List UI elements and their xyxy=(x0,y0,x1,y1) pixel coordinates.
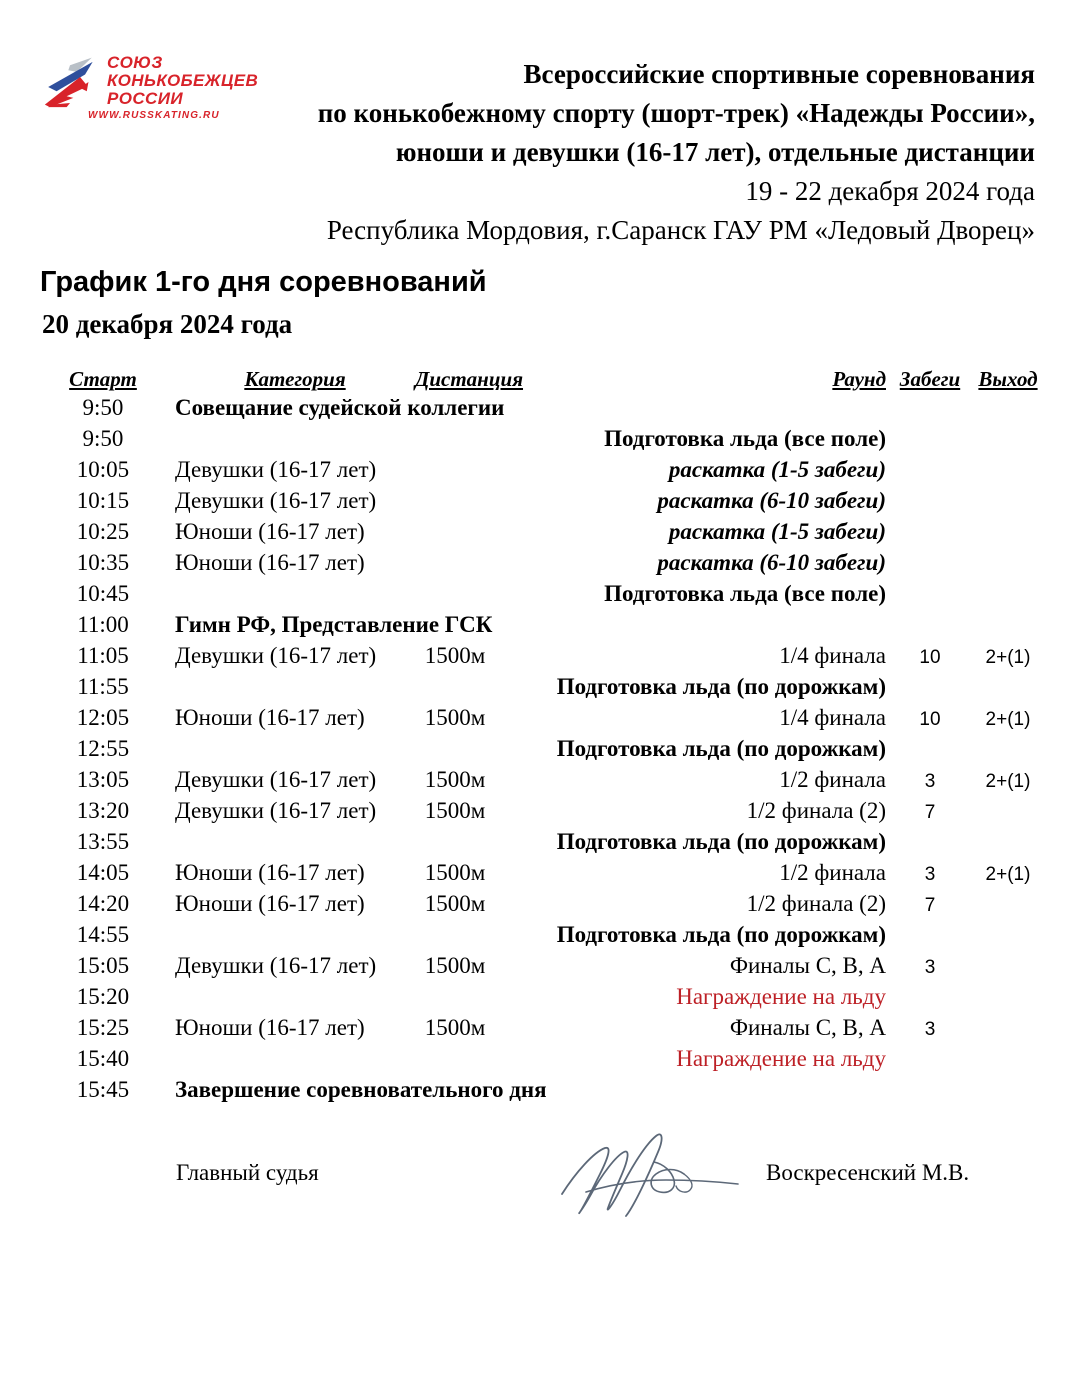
start-time-cell: 11:05 xyxy=(77,643,129,668)
round-cell: раскатка (6-10 забеги) xyxy=(657,488,886,513)
distance-cell: 1500м xyxy=(424,860,486,885)
schedule-row xyxy=(0,423,1080,454)
round-cell: Подготовка льда (все поле) xyxy=(604,581,886,606)
heats-cell: 10 xyxy=(919,709,941,730)
round-cell: раскатка (1-5 забеги) xyxy=(668,457,886,482)
category-cell: Юноши (16-17 лет) xyxy=(175,891,365,916)
schedule-row xyxy=(0,919,1080,950)
start-time-cell: 11:55 xyxy=(77,674,129,699)
round-cell: 1/2 финала xyxy=(779,767,886,792)
start-time-cell: 10:45 xyxy=(76,581,130,606)
skater-logo-icon xyxy=(43,56,97,108)
round-cell: Финалы С, В, А xyxy=(729,953,886,978)
heats-cell: 10 xyxy=(919,647,941,668)
header-start: Старт xyxy=(69,367,137,391)
start-time-cell: 15:40 xyxy=(76,1046,130,1071)
schedule-row xyxy=(0,764,1080,795)
schedule-row xyxy=(0,1043,1080,1074)
category-cell: Девушки (16-17 лет) xyxy=(175,643,377,668)
start-time-cell: 13:05 xyxy=(76,767,130,792)
distance-cell: 1500м xyxy=(424,953,486,978)
start-time-cell: 10:25 xyxy=(76,519,130,544)
logo-website: WWW.RUSSKATING.RU xyxy=(88,110,220,121)
start-time-cell: 9:50 xyxy=(82,395,124,420)
start-time-cell: 13:55 xyxy=(76,829,130,854)
round-cell: 1/2 финала (2) xyxy=(746,798,886,823)
category-cell: Гимн РФ, Представление ГСК xyxy=(175,612,493,637)
schedule-row xyxy=(0,888,1080,919)
round-cell: Награждение на льду xyxy=(676,1046,886,1071)
header-round: Раунд xyxy=(832,367,886,391)
start-time-cell: 15:20 xyxy=(76,984,130,1009)
round-cell: Награждение на льду xyxy=(676,984,886,1009)
heats-cell: 3 xyxy=(924,1019,936,1040)
schedule-row xyxy=(0,1012,1080,1043)
header-heats: Забеги xyxy=(899,367,961,391)
start-time-cell: 12:05 xyxy=(76,705,130,730)
round-cell: Подготовка льда (по дорожкам) xyxy=(556,922,886,947)
logo-wordmark xyxy=(107,54,258,108)
schedule-row xyxy=(0,702,1080,733)
title-dates: 19 - 22 декабря 2024 года xyxy=(745,176,1035,206)
round-cell: Подготовка льда (по дорожкам) xyxy=(556,674,886,699)
schedule-table xyxy=(0,362,1080,1105)
start-time-cell: 12:55 xyxy=(76,736,130,761)
header-category: Категория xyxy=(244,367,346,391)
exit-cell: 2+(1) xyxy=(985,864,1031,885)
header-distance: Дистанция xyxy=(415,367,524,391)
start-time-cell: 10:05 xyxy=(76,457,130,482)
schedule-row xyxy=(0,516,1080,547)
category-cell: Девушки (16-17 лет) xyxy=(175,798,377,823)
title-line-1: Всероссийские спортивные соревнования xyxy=(523,59,1035,89)
schedule-header-row xyxy=(0,362,1080,392)
start-time-cell: 11:00 xyxy=(77,612,129,637)
signature-handwriting xyxy=(542,1122,757,1222)
heats-cell: 3 xyxy=(924,864,936,885)
round-cell: 1/4 финала xyxy=(779,643,886,668)
chief-referee-label: Главный судья xyxy=(176,1160,319,1185)
round-cell: 1/2 финала (2) xyxy=(746,891,886,916)
distance-cell: 1500м xyxy=(424,891,486,916)
start-time-cell: 10:15 xyxy=(76,488,130,513)
round-cell: 1/4 финала xyxy=(779,705,886,730)
round-cell: раскатка (6-10 забеги) xyxy=(657,550,886,575)
schedule-row xyxy=(0,485,1080,516)
distance-cell: 1500м xyxy=(424,798,486,823)
category-cell: Юноши (16-17 лет) xyxy=(175,860,365,885)
round-cell: Подготовка льда (все поле) xyxy=(604,426,886,451)
exit-cell: 2+(1) xyxy=(985,771,1031,792)
distance-cell: 1500м xyxy=(424,1015,486,1040)
distance-cell: 1500м xyxy=(424,643,486,668)
schedule-row xyxy=(0,547,1080,578)
distance-cell: 1500м xyxy=(424,705,486,730)
title-line-2: по конькобежному спорту (шорт-трек) «Надежды России», xyxy=(317,98,1035,128)
schedule-row xyxy=(0,795,1080,826)
schedule-row xyxy=(0,1074,1080,1105)
day-date: 20 декабря 2024 года xyxy=(42,309,293,339)
start-time-cell: 15:25 xyxy=(76,1015,130,1040)
russkating-logo xyxy=(43,52,303,132)
title-line-3: юноши и девушки (16-17 лет), отдельные дистанции xyxy=(395,137,1035,167)
round-cell: 1/2 финала xyxy=(779,860,886,885)
start-time-cell: 15:05 xyxy=(76,953,130,978)
logo-word-soyuz: СОЮЗ xyxy=(107,53,163,72)
category-cell: Девушки (16-17 лет) xyxy=(175,953,377,978)
category-cell: Юноши (16-17 лет) xyxy=(175,519,365,544)
day-schedule-heading: График 1-го дня соревнований xyxy=(40,266,487,298)
schedule-row xyxy=(0,640,1080,671)
exit-cell: 2+(1) xyxy=(985,647,1031,668)
header-exit: Выход xyxy=(978,367,1038,391)
category-cell: Совещание судейской коллегии xyxy=(175,395,505,420)
category-cell: Юноши (16-17 лет) xyxy=(175,1015,365,1040)
schedule-row xyxy=(0,826,1080,857)
category-cell: Юноши (16-17 лет) xyxy=(175,705,365,730)
schedule-row xyxy=(0,950,1080,981)
category-cell: Девушки (16-17 лет) xyxy=(175,767,377,792)
category-cell: Девушки (16-17 лет) xyxy=(175,488,377,513)
schedule-row xyxy=(0,857,1080,888)
signature-block xyxy=(0,1122,1080,1242)
schedule-row xyxy=(0,609,1080,640)
logo-word-rossii: РОССИИ xyxy=(107,89,183,108)
start-time-cell: 9:50 xyxy=(82,426,124,451)
schedule-row xyxy=(0,671,1080,702)
category-cell: Юноши (16-17 лет) xyxy=(175,550,365,575)
heats-cell: 3 xyxy=(924,957,936,978)
start-time-cell: 10:35 xyxy=(76,550,130,575)
start-time-cell: 14:55 xyxy=(76,922,130,947)
round-cell: Финалы С, В, А xyxy=(729,1015,886,1040)
schedule-row xyxy=(0,733,1080,764)
schedule-row xyxy=(0,981,1080,1012)
heats-cell: 7 xyxy=(924,802,936,823)
exit-cell: 2+(1) xyxy=(985,709,1031,730)
distance-cell: 1500м xyxy=(424,767,486,792)
start-time-cell: 14:05 xyxy=(76,860,130,885)
schedule-row xyxy=(0,578,1080,609)
start-time-cell: 13:20 xyxy=(76,798,130,823)
schedule-rows xyxy=(0,392,1080,1105)
heats-cell: 7 xyxy=(924,895,936,916)
schedule-row xyxy=(0,392,1080,423)
schedule-row xyxy=(0,454,1080,485)
round-cell: Подготовка льда (по дорожкам) xyxy=(556,829,886,854)
logo-word-konkobezhtsev: КОНЬКОБЕЖЦЕВ xyxy=(107,71,259,90)
round-cell: раскатка (1-5 забеги) xyxy=(668,519,886,544)
title-venue: Республика Мордовия, г.Саранск ГАУ РМ «Ледовый Дворец» xyxy=(326,215,1035,245)
start-time-cell: 14:20 xyxy=(76,891,130,916)
heats-cell: 3 xyxy=(924,771,936,792)
competition-title xyxy=(275,55,1035,250)
category-cell: Девушки (16-17 лет) xyxy=(175,457,377,482)
category-cell: Завершение соревновательного дня xyxy=(175,1077,547,1102)
round-cell: Подготовка льда (по дорожкам) xyxy=(556,736,886,761)
chief-referee-name: Воскресенский М.В. xyxy=(766,1160,970,1185)
start-time-cell: 15:45 xyxy=(76,1077,130,1102)
